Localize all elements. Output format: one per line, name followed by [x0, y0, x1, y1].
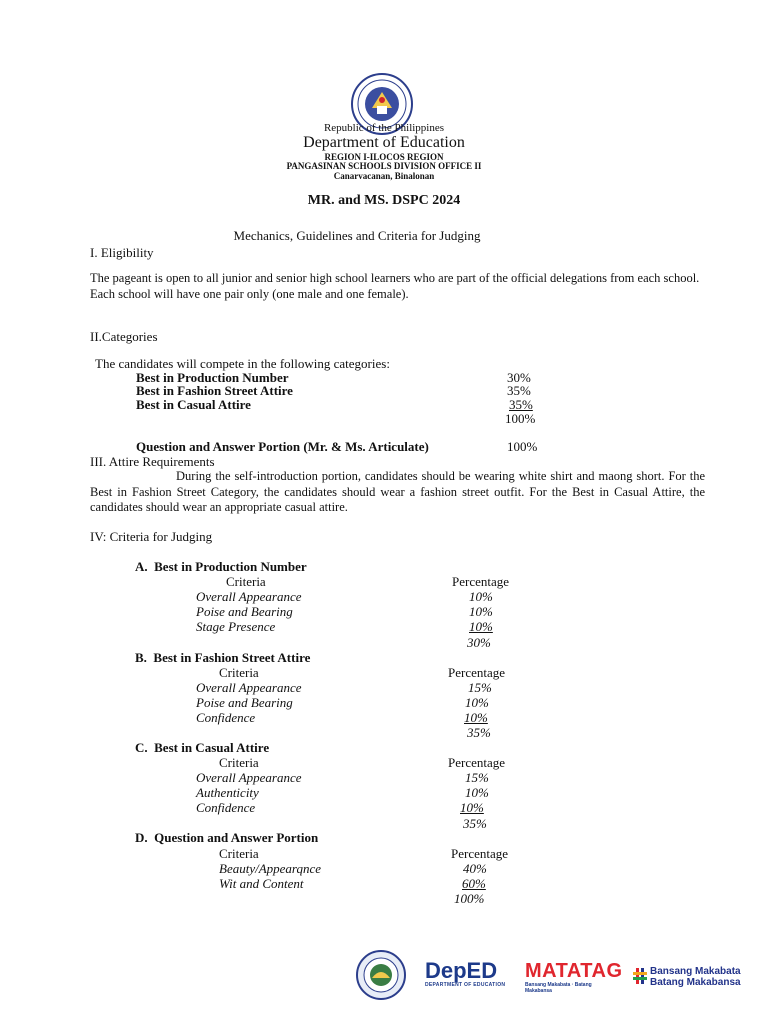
criterion-pct: 10% [460, 800, 484, 815]
section-letter: A. [135, 559, 148, 574]
section-letter: B. [135, 650, 147, 665]
header-republic: Republic of the Philippines [323, 122, 445, 134]
section-total: 35% [467, 725, 491, 740]
section-a-title [135, 559, 307, 575]
section-letter: C. [135, 740, 148, 755]
bansang-line2: Batang Makabansa [650, 977, 741, 988]
criterion-name: Beauty/Appearqnce [219, 861, 322, 876]
criterion-name: Overall Appearance [196, 589, 302, 604]
criteria-col-header: Criteria [226, 574, 266, 589]
criterion-pct: 10% [469, 619, 493, 634]
criterion-pct: 10% [469, 604, 493, 619]
criterion-pct: 15% [465, 770, 489, 785]
criterion-pct: 10% [465, 695, 489, 710]
criteria-col-header: Criteria [219, 755, 259, 770]
matatag-logo-text: MATATAG [525, 960, 623, 982]
criterion-name: Confidence [196, 710, 256, 725]
percentage-col-header: Percentage [451, 846, 509, 861]
section-title: Best in Casual Attire [154, 740, 270, 755]
section-title: Question and Answer Portion [154, 830, 319, 845]
attire-heading: III. Attire Requirements [90, 454, 215, 469]
section-b-title [135, 650, 310, 666]
categories-heading: II.Categories [90, 329, 158, 344]
categories-total: 100% [505, 411, 536, 426]
header-address: Canarvacanan, Binalonan [333, 171, 435, 181]
percentage-col-header: Percentage [452, 574, 510, 589]
section-c-title [135, 740, 269, 756]
criterion-name: Poise and Bearing [196, 604, 293, 619]
deped-logo-text: DepED [425, 958, 498, 983]
section-d-title [135, 830, 318, 846]
section-title: Best in Fashion Street Attire [153, 650, 311, 665]
matatag-logo [525, 960, 623, 994]
section-title: Best in Production Number [154, 559, 307, 574]
matatag-logo-subtext: Bansang Makabata · Batang Makabansa [525, 982, 592, 994]
qa-name: Question and Answer Portion (Mr. & Ms. Articulate) [136, 439, 429, 454]
eligibility-text: The pageant is open to all junior and senior high school learners who are part of the official delegations from each school. Each school will have one pair only (one male and one female). [90, 271, 700, 301]
hash-icon [632, 967, 648, 985]
category-pct: 35% [507, 383, 531, 398]
section-letter: D. [135, 830, 148, 845]
attire-text: During the self-introduction portion, candidates should be wearing white shirt and maong short. For the Best in Fashion Street Category, the candidates should wear a fashion street outfit. For the Best in Casual Attire, the candidates should wear an appropriate casual attire. [90, 469, 705, 514]
eligibility-heading: I. Eligibility [90, 245, 154, 260]
bansang-line1: Bansang Makabata [650, 966, 741, 977]
criterion-pct: 10% [469, 589, 493, 604]
division-seal-icon [356, 950, 406, 1000]
criterion-pct: 10% [464, 710, 488, 725]
criterion-name: Confidence [196, 800, 256, 815]
category-name: Best in Production Number [136, 370, 289, 385]
section-total: 100% [454, 891, 485, 906]
page-subtitle: Mechanics, Guidelines and Criteria for Judging [233, 228, 481, 243]
criterion-name: Poise and Bearing [196, 695, 293, 710]
criterion-name: Overall Appearance [196, 680, 302, 695]
criterion-pct: 40% [463, 861, 487, 876]
category-name: Best in Fashion Street Attire [136, 383, 293, 398]
header-region: REGION I-ILOCOS REGION [324, 152, 444, 162]
percentage-col-header: Percentage [448, 755, 506, 770]
categories-intro: The candidates will compete in the following categories: [95, 356, 390, 371]
criterion-name: Overall Appearance [196, 770, 302, 785]
category-pct: 35% [509, 397, 533, 412]
deped-logo [425, 960, 515, 994]
header-division: PANGASINAN SCHOOLS DIVISION OFFICE II [286, 161, 482, 171]
header-department: Department of Education [303, 134, 465, 151]
percentage-col-header: Percentage [448, 665, 506, 680]
criterion-name: Authenticity [196, 785, 259, 800]
section-total: 35% [463, 816, 487, 831]
criterion-pct: 15% [468, 680, 492, 695]
criteria-col-header: Criteria [219, 846, 259, 861]
category-pct: 30% [507, 370, 531, 385]
page-title: MR. and MS. DSPC 2024 [307, 193, 461, 208]
criterion-pct: 10% [465, 785, 489, 800]
qa-pct: 100% [507, 439, 538, 454]
section-total: 30% [467, 635, 491, 650]
criterion-name: Stage Presence [196, 619, 276, 634]
criterion-pct: 60% [462, 876, 486, 891]
deped-logo-subtext: DEPARTMENT OF EDUCATION [425, 982, 506, 988]
criterion-name: Wit and Content [219, 876, 304, 891]
criteria-heading: IV: Criteria for Judging [90, 529, 213, 544]
criteria-col-header: Criteria [219, 665, 259, 680]
bansang-makabata-logo [632, 964, 742, 992]
category-name: Best in Casual Attire [136, 397, 251, 412]
